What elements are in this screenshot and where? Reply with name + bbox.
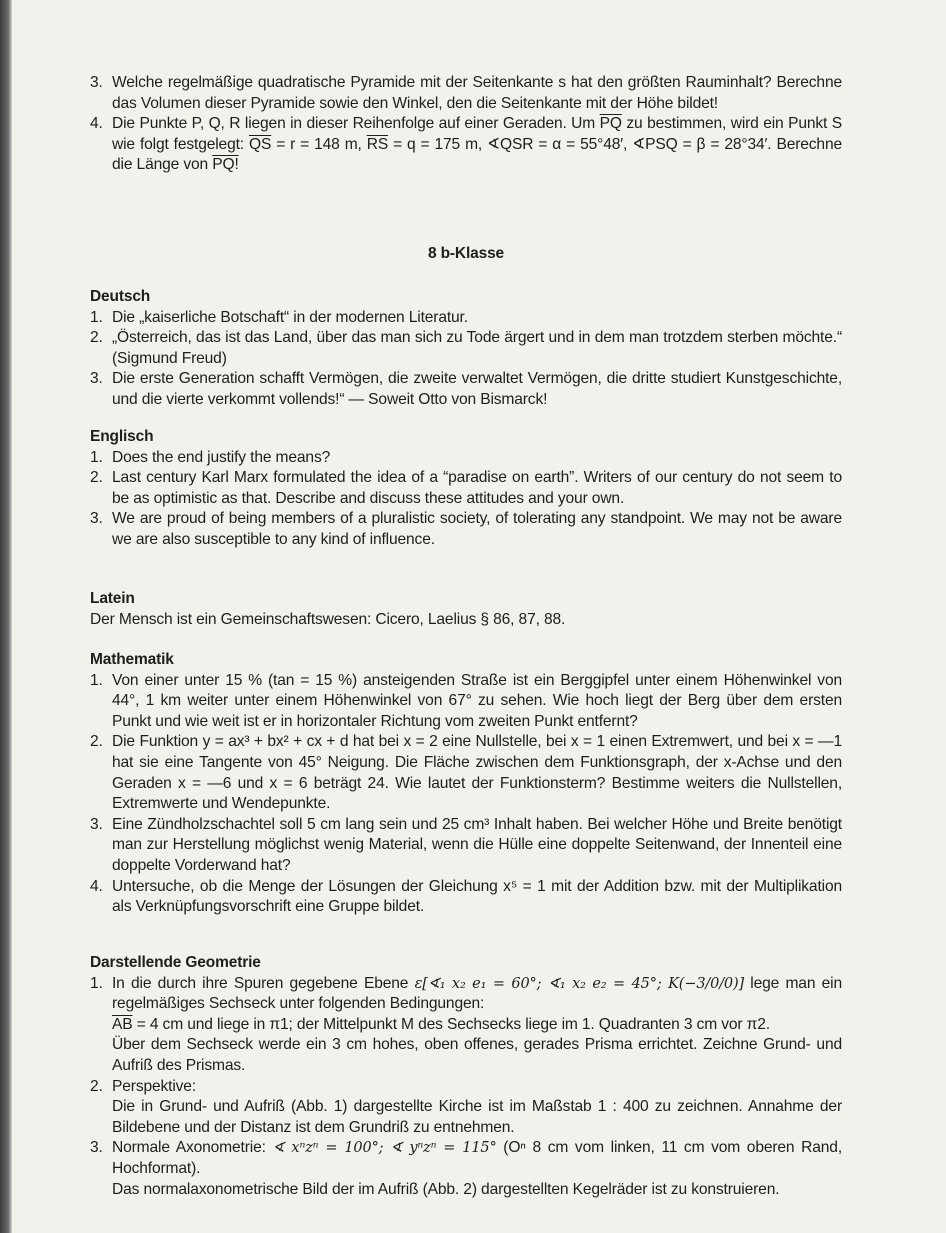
text-segment: Perspektive: <box>112 1077 197 1095</box>
item-text: Eine Zündholzschachtel soll 5 cm lang sein und 25 cm³ Inhalt haben. Bei welcher Höhe und Breite benötigt man zur Herstellung möglichst wenig Material, wenn die Hülle eine doppelte Seitenwand, der Innenteil eine doppelte Vorderwand hat? <box>112 815 842 874</box>
text-segment: = 4 cm und liege in π1; der Mittelpunkt M des Sechsecks liege im 1. Quadranten 3 cm vor π2. <box>132 1015 770 1033</box>
list-item <box>90 328 842 369</box>
scan-binding-edge <box>0 0 12 1233</box>
section-title: Darstellende Geometrie <box>90 954 261 971</box>
latein-text: Der Mensch ist ein Gemeinschaftswesen: Cicero, Laelius § 86, 87, 88. <box>90 610 566 628</box>
text-segment: Über dem Sechseck werde ein 3 cm hohes, oben offenes, gerades Prisma errichtet. Zeichne Grund- und Aufriß des Prismas. <box>112 1036 842 1074</box>
list-item <box>90 308 842 329</box>
list-item <box>90 974 842 1077</box>
segment-qs: $\overline{QS}$ <box>248 135 272 153</box>
section-title: Latein <box>90 590 135 607</box>
section-deutsch <box>90 287 842 411</box>
segment-pq: PQ! <box>212 156 239 174</box>
item-text <box>112 1138 842 1200</box>
item-text: Last century Karl Marx formulated the idea of a “paradise on earth”. Writers of our century do not seem to be as optimistic as that. Describe and discuss these attitudes and your own. <box>112 469 842 507</box>
item-text: We are proud of being members of a pluralistic society, of tolerating any standpoint. We may not be aware we are also susceptible to any kind of influence. <box>112 510 842 548</box>
text-segment: Die Punkte P, Q, R liegen in dieser Reihenfolge auf einer Geraden. Um <box>112 115 600 133</box>
axonometry-formula: ∢ xⁿzⁿ = 100°; ∢ yⁿzⁿ = 115° <box>272 1140 497 1157</box>
item-number: 3. <box>90 1139 103 1157</box>
text-segment: = r = 148 m, <box>271 135 367 153</box>
item-number: 2. <box>90 469 103 487</box>
segment-ab: $\overline{AB}$ <box>112 1015 133 1033</box>
item-number: 1. <box>90 448 103 466</box>
item-text: Die „kaiserliche Botschaft“ in der modernen Literatur. <box>112 308 468 326</box>
section-mathematik <box>90 650 842 918</box>
list-item <box>90 468 842 509</box>
segment-pq: $\overline{PQ}$ <box>599 115 622 133</box>
item-number: 1. <box>90 671 103 689</box>
task-3 <box>90 73 842 114</box>
section-englisch <box>90 427 842 551</box>
list-item <box>90 671 842 733</box>
item-text <box>112 114 842 176</box>
item-text: Von einer unter 15 % (tan = 15 %) ansteigenden Straße ist ein Berggipfel unter einem Höhenwinkel von 44°, 1 km weiter unter einem Höhenwinkel von 67° zu sehen. Wie hoch liegt der Berg über dem ersten Punkt und wie weit ist er in horizontaler Richtung vom zweiten Punkt entfernt? <box>112 671 842 730</box>
text-segment: (Oⁿ 8 cm vom linken, 11 cm vom oberen Rand, Hochformat). <box>112 1139 843 1177</box>
section-title: Mathematik <box>90 651 174 668</box>
list-item <box>90 877 842 918</box>
item-number: 3. <box>90 74 103 91</box>
list-item <box>90 732 842 814</box>
list-item <box>90 815 842 877</box>
item-text: Does the end justify the means? <box>112 448 331 466</box>
text-segment: In die durch ihre Spuren gegebene Ebene <box>112 974 415 992</box>
list-item <box>90 448 842 469</box>
text-segment: Die in Grund- und Aufriß (Abb. 1) dargestellte Kirche ist im Maßstab 1 : 400 zu zeichnen. Annahme der Bildebene und der Distanz ist dem Grundriß zu entnehmen. <box>112 1098 842 1136</box>
item-text: Die Funktion y = ax³ + bx² + cx + d hat bei x = 2 eine Nullstelle, bei x = 1 einen Extremwert, und bei x = —1 hat sie eine Tangente von 45° Neigung. Die Fläche zwischen dem Funktionsgraph, der x-Achse und den Geraden x = —6 und x = 6 beträgt 24. Wie lautet der Funktionsterm? Bestimme weiters die Nullstellen, Extremwerte und Wendepunkte. <box>112 733 842 813</box>
text-segment: Das normalaxonometrische Bild der im Aufriß (Abb. 2) dargestellten Kegelräder ist zu konstruieren. <box>112 1180 780 1198</box>
item-text <box>112 1077 842 1139</box>
previous-class-tasks <box>90 73 842 176</box>
item-number: 2. <box>90 1077 103 1095</box>
list-item <box>90 1138 842 1200</box>
item-text <box>112 974 842 1077</box>
item-number: 2. <box>90 329 103 347</box>
item-number: 3. <box>90 370 103 388</box>
section-darstellende-geometrie <box>90 953 842 1200</box>
section-title: Deutsch <box>90 288 151 305</box>
item-number: 2. <box>90 733 103 751</box>
section-title: Englisch <box>90 428 154 445</box>
item-text: „Österreich, das ist das Land, über das man sich zu Tode ärgert und in dem man trotzdem sterben möchte.“ (Sigmund Freud) <box>112 329 842 367</box>
segment-rs: $\overline{RS}$ <box>366 135 389 153</box>
list-item <box>90 369 842 410</box>
item-text: Untersuche, ob die Menge der Lösungen der Gleichung x⁵ = 1 mit der Addition bzw. mit der Multiplikation als Verknüpfungsvorschrift eine Gruppe bildet. <box>112 877 842 916</box>
text-segment: zu bestimmen, wird ein Punkt S wie folgt festgelegt: <box>112 115 842 153</box>
item-number: 3. <box>90 815 103 833</box>
list-item <box>90 1077 842 1139</box>
item-number: 1. <box>90 974 103 992</box>
item-text: Welche regelmäßige quadratische Pyramide mit der Seitenkante s hat den größten Rauminhalt? Berechne das Volumen dieser Pyramide sowie den Winkel, den die Seitenkante mit der Höhe bildet! <box>112 74 842 112</box>
item-number: 4. <box>90 877 103 895</box>
text-segment: lege man ein regelmäßiges Sechseck unter folgenden Bedingungen: <box>112 974 842 1013</box>
text-segment: = q = 175 m, ∢QSR = α = 55°48′, ∢PSQ = β = 28°34′. Berechne die Länge von <box>112 135 843 174</box>
section-latein <box>90 589 842 630</box>
task-4 <box>90 114 842 176</box>
list-item <box>90 509 842 550</box>
item-number: 1. <box>90 308 103 326</box>
text-segment: Normale Axonometrie: <box>112 1139 273 1157</box>
item-number: 3. <box>90 510 103 528</box>
item-text: Die erste Generation schafft Vermögen, die zweite verwaltet Vermögen, die dritte studiert Kunstgeschichte, und die vierte verkommt vollends!“ — Soweit Otto von Bismarck! <box>112 370 842 408</box>
plane-formula: ε[∢₁ x₂ e₁ = 60°; ∢₁ x₂ e₂ = 45°; K(−3/0/0)] <box>414 975 745 992</box>
class-heading: 8 b-Klasse <box>427 245 505 262</box>
item-number: 4. <box>90 115 103 133</box>
